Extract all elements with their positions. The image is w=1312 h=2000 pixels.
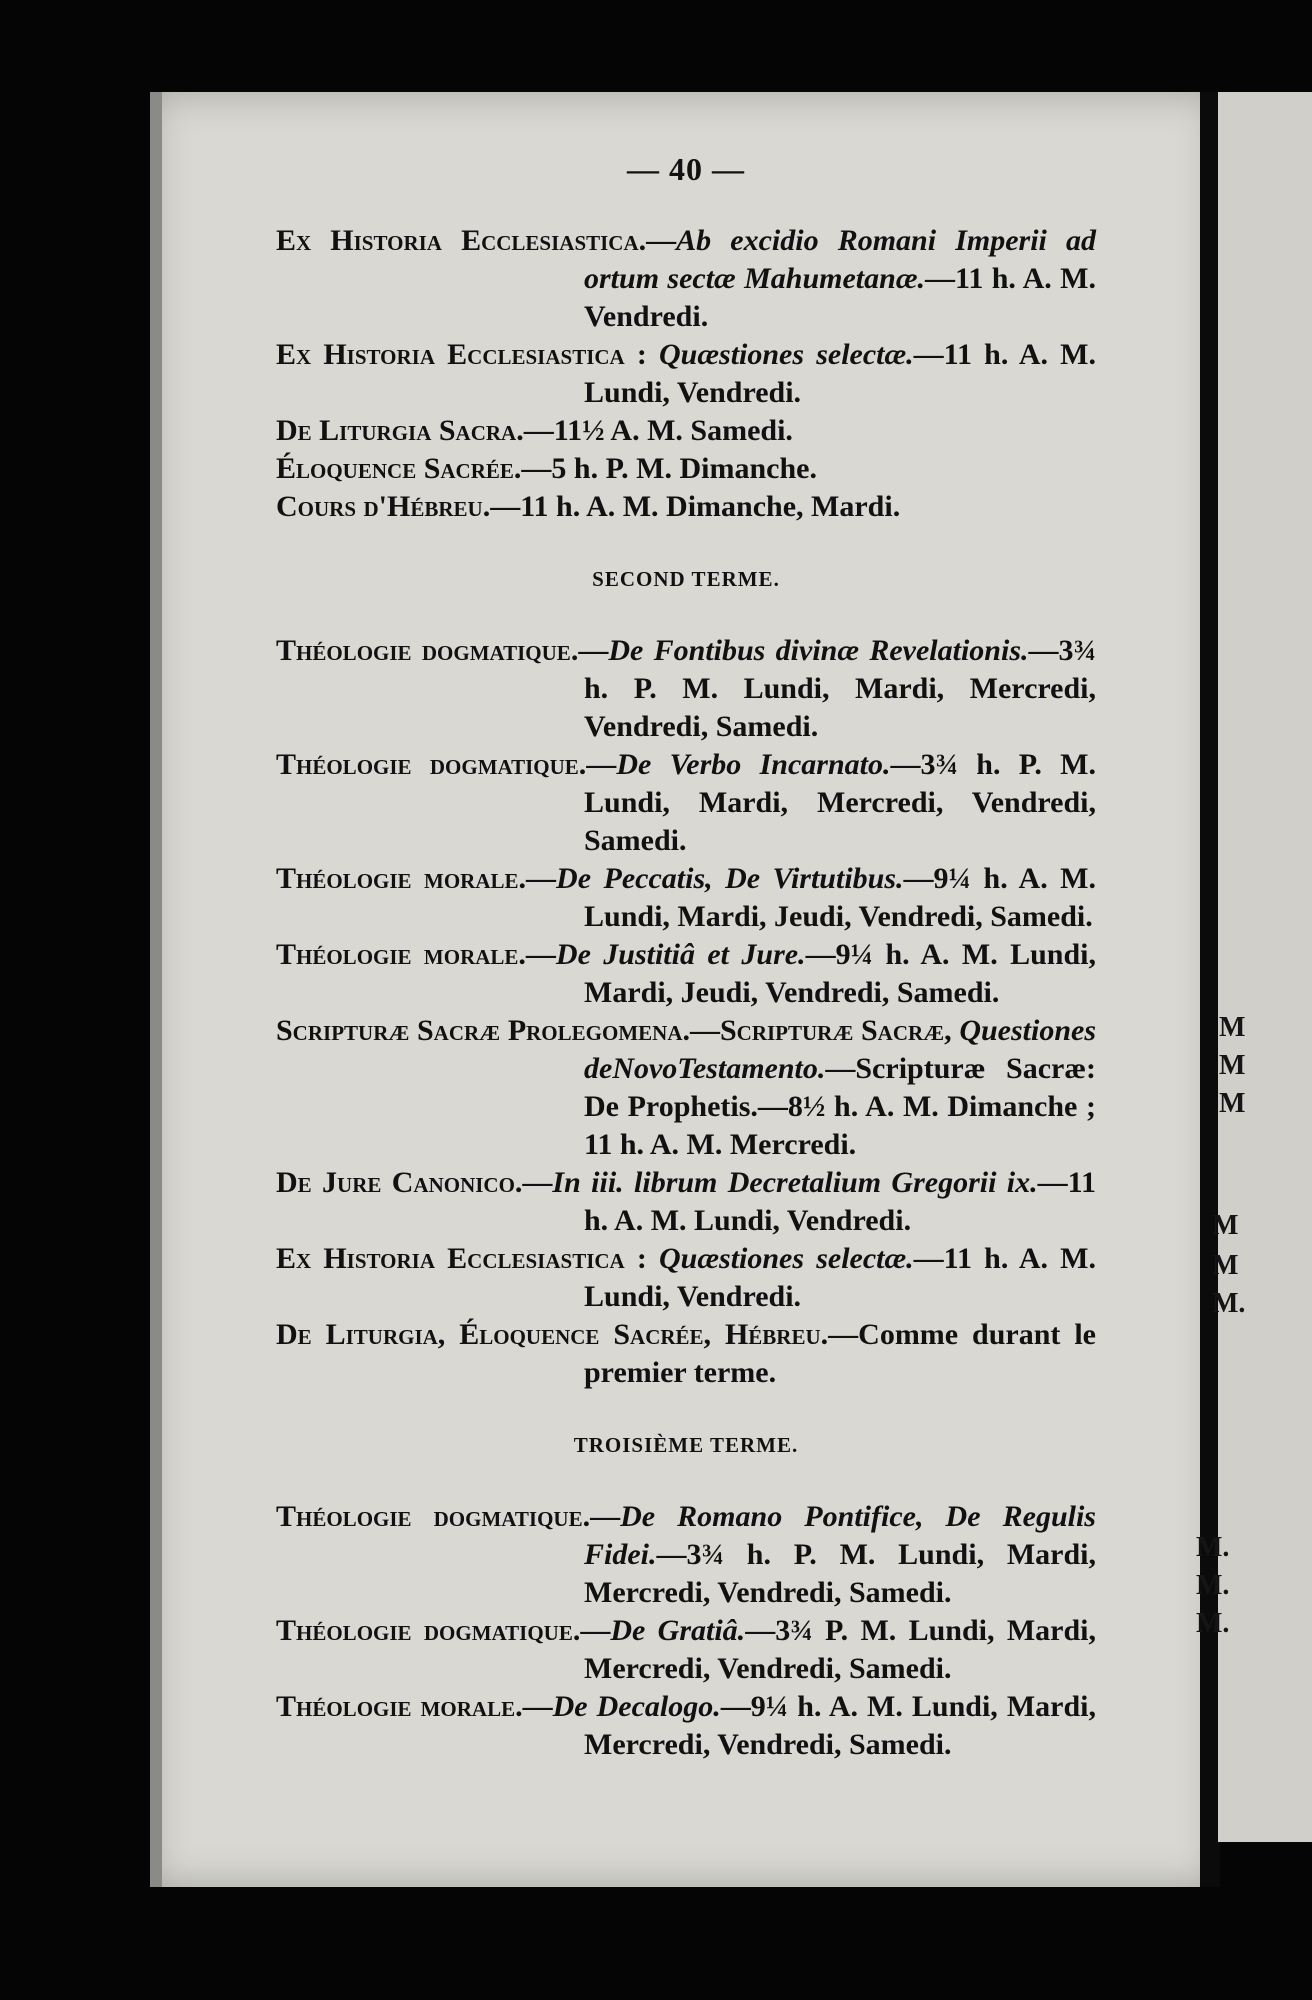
- page-content: [276, 150, 1096, 1764]
- adjacent-fragment: M: [1219, 1088, 1246, 1119]
- course-entry: De Liturgia Sacra.—11½ A. M. Samedi.: [276, 414, 793, 447]
- adjacent-fragment: M: [1212, 1210, 1239, 1241]
- course-entry: Théologie dogmatique.—De Verbo Incarnato.—3¾ h. P. M. Lundi, Mardi, Mercredi, Vendredi, Samedi.: [276, 748, 1096, 857]
- adjacent-fragment: M.: [1196, 1608, 1230, 1639]
- adjacent-fragment: M: [1212, 1250, 1239, 1281]
- adjacent-fragment: M: [1219, 1012, 1246, 1043]
- course-entry: Ex Historia Ecclesiastica.—Ab excidio Romani Imperii ad ortum sectæ Mahumetanæ.—11 h. A. M. Vendredi.: [276, 224, 1096, 333]
- section-heading-second-term: SECOND TERME.: [592, 567, 780, 591]
- course-entry: Théologie morale.—De Decalogo.—9¼ h. A. M. Lundi, Mardi, Mercredi, Vendredi, Samedi.: [276, 1690, 1096, 1761]
- adjacent-fragment: M.: [1212, 1288, 1246, 1319]
- third-term: [276, 1498, 1096, 1764]
- adjacent-page-strip: [1196, 92, 1312, 1842]
- course-entry: Cours d'Hébreu.—11 h. A. M. Dimanche, Mardi.: [276, 490, 901, 523]
- course-entry: De Liturgia, Éloquence Sacrée, Hébreu.—Comme durant le premier terme.: [276, 1318, 1096, 1389]
- adjacent-fragment: M.: [1196, 1570, 1230, 1601]
- adjacent-fragment: M: [1219, 1050, 1246, 1081]
- adjacent-fragment: M.: [1196, 1532, 1230, 1563]
- course-entry: Ex Historia Ecclesiastica : Quæstiones selectæ.—11 h. A. M. Lundi, Vendredi.: [276, 338, 1096, 409]
- section-heading-third-term: TROISIÈME TERME.: [573, 1433, 799, 1457]
- course-entry: Théologie dogmatique.—De Romano Pontifice, De Regulis Fidei.—3¾ h. P. M. Lundi, Mardi, Mercredi, Vendredi, Samedi.: [276, 1500, 1096, 1609]
- course-entry: Ex Historia Ecclesiastica : Quæstiones selectæ.—11 h. A. M. Lundi, Vendredi.: [276, 1242, 1096, 1313]
- course-entry: Théologie dogmatique.—De Gratiâ.—3¾ P. M. Lundi, Mardi, Mercredi, Vendredi, Samedi.: [276, 1614, 1096, 1685]
- course-entry: Théologie dogmatique.—De Fontibus divinæ Revelationis.—3¾ h. P. M. Lundi, Mardi, Mercredi, Vendredi, Samedi.: [276, 634, 1096, 743]
- page-number: — 40 —: [627, 151, 745, 187]
- course-entry: Scripturæ Sacræ Prolegomena.—Scripturæ Sacræ, Questiones deNovoTestamento.—Scripturæ Sacræ: De Prophetis.—8½ h. A. M. Dimanche ; 11 h. A. M. Mercredi.: [276, 1014, 1096, 1161]
- page-edge: [150, 92, 162, 1887]
- course-entry: Théologie morale.—De Justitiâ et Jure.—9¼ h. A. M. Lundi, Mardi, Jeudi, Vendredi, Samedi.: [276, 938, 1096, 1009]
- course-entry: Éloquence Sacrée.—5 h. P. M. Dimanche.: [276, 452, 817, 485]
- first-term-continuation: [276, 222, 1096, 526]
- course-entry: De Jure Canonico.—In iii. librum Decretalium Gregorii ix.—11 h. A. M. Lundi, Vendredi.: [276, 1166, 1096, 1237]
- course-entry: Théologie morale.—De Peccatis, De Virtutibus.—9¼ h. A. M. Lundi, Mardi, Jeudi, Vendredi, Samedi.: [276, 862, 1096, 933]
- second-term: [276, 632, 1096, 1392]
